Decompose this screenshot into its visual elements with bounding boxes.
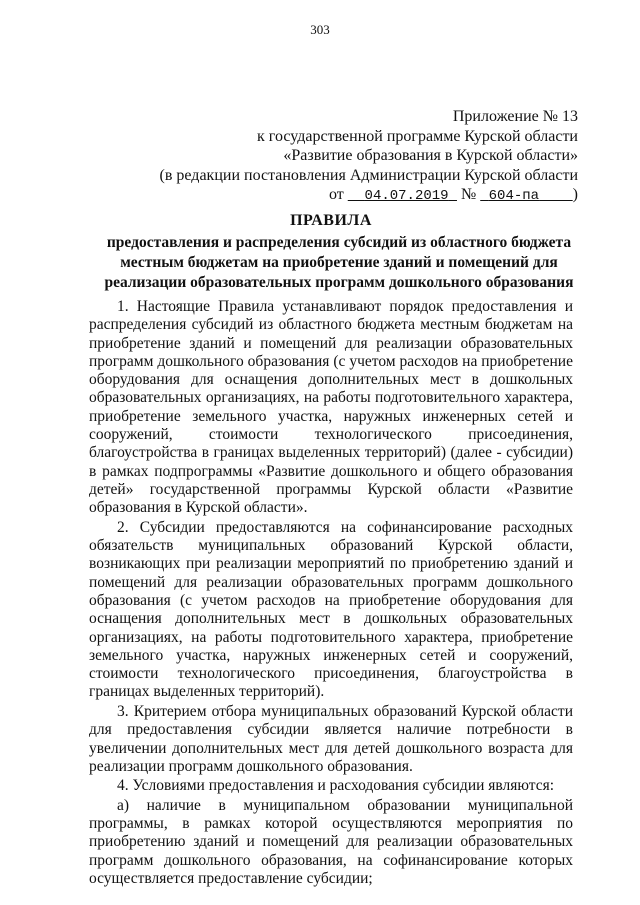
paragraph-1: 1. Настоящие Правила устанавливают порядок предоставления и распределения субсидий из областного бюджета местным бюджетам на приобретение зданий и помещений для реализации образовательных программ дошкольного образования (с учетом расходов на приобретение оборудования для оснащения дополнительных мест в дошкольных образовательных организациях, на работы подготовительного характера, приобретение земельного участка, наружных инженерных сетей и сооружений, стоимости технологического присоединения, благоустройства в границах выделенных территорий) (далее - субсидии) в рамках подпрограммы «Развитие дошкольного и общего образования детей» государственной программы Курской области «Развитие образования в Курской области». (89, 298, 573, 517)
appendix-number: Приложение № 13 (452, 108, 578, 125)
appendix-header (158, 107, 578, 207)
appendix-program: к государственной программе Курской области (257, 127, 578, 145)
subtitle-line-1: предоставления и распределения субсидий из областного бюджета (106, 234, 572, 251)
decree-number (480, 188, 572, 204)
subtitle-line-2: местным бюджетам на приобретение зданий и помещений для (120, 254, 558, 271)
decree-date-value: 04.07.2019 (364, 188, 449, 204)
number-prefix: № (460, 186, 477, 203)
appendix-date-line (158, 185, 578, 207)
page-number: 303 (310, 22, 330, 37)
paragraph-4a: а) наличие в муниципальном образовании муниципальной программы, в рамках которой осуществляются мероприятия по приобретению зданий и помещений для реализации образовательных программ дошкольного образования, на софинансирование которых осуществляется предоставление субсидии; (89, 796, 573, 887)
decree-number-value: 604-па (488, 188, 540, 204)
paragraph-3: 3. Критерием отбора муниципальных образований Курской области для предоставления субсидии является наличие потребности в увеличении дополнительных мест для детей дошкольного возраста для реализации программ дошкольного образования. (89, 702, 573, 775)
appendix-edition: (в редакции постановления Администрации Курской области (159, 166, 578, 184)
paragraph-2: 2. Субсидии предоставляются на софинансирование расходных обязательств муниципальных образований Курской области, возникающих при реализации мероприятий по приобретению зданий и помещений для реализации образовательных программ дошкольного образования (с учетом расходов на приобретение оборудования для оснащения дополнительных мест в дошкольных образовательных организациях, на работы подготовительного характера, приобретение земельного участка, наружных инженерных сетей и сооружений, стоимости технологического присоединения, благоустройства в границах выделенных территорий). (89, 518, 573, 701)
closing-paren: ) (572, 186, 578, 203)
subtitle-line-3: реализации образовательных программ дошкольного образования (104, 274, 574, 291)
document-body (89, 298, 573, 889)
decree-date (348, 188, 457, 204)
appendix-program-name: «Развитие образования в Курской области» (283, 147, 578, 164)
paragraph-4: 4. Условиями предоставления и расходования субсидии являются: (117, 777, 555, 795)
date-prefix: от (328, 186, 344, 203)
document-subtitle (98, 233, 580, 293)
document-title: ПРАВИЛА (290, 212, 372, 229)
